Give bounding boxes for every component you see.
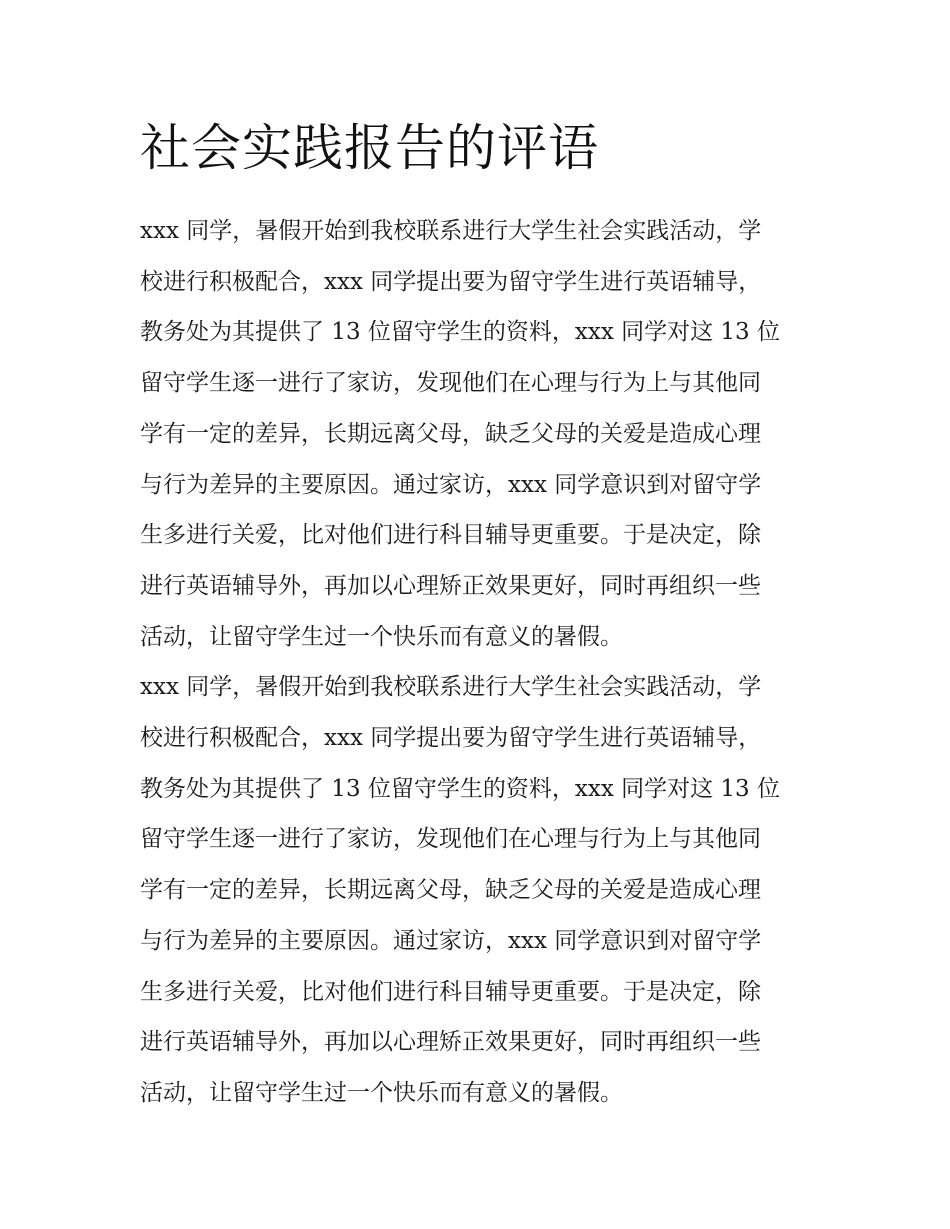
paragraph-line: 生多进行关爱，比对他们进行科目辅导更重要。于是决定，除 bbox=[140, 978, 761, 1005]
paragraph-line: xxx 同学，暑假开始到我校联系进行大学生社会实践活动，学 bbox=[140, 218, 762, 244]
paragraph-line: 生多进行关爱，比对他们进行科目辅导更重要。于是决定，除 bbox=[140, 522, 761, 549]
paragraph-line: 校进行积极配合，xxx 同学提出要为留守学生进行英语辅导， bbox=[140, 268, 762, 295]
paragraph-line: 留守学生逐一进行了家访，发现他们在心理与行为上与其他同 bbox=[140, 370, 761, 397]
document-title: 社会实践报告的评语 bbox=[140, 119, 599, 177]
paragraph-line: 校进行积极配合，xxx 同学提出要为留守学生进行英语辅导， bbox=[140, 725, 762, 752]
paragraph-line: 进行英语辅导外，再加以心理矫正效果更好，同时再组织一些 bbox=[140, 572, 761, 599]
paragraph-line: 活动，让留守学生过一个快乐而有意义的暑假。 bbox=[140, 623, 623, 650]
paragraph-1 bbox=[140, 206, 820, 662]
paragraph-line: 与行为差异的主要原因。通过家访，xxx 同学意识到对留守学 bbox=[140, 927, 762, 954]
document-page bbox=[140, 112, 820, 1119]
paragraph-line: 学有一定的差异，长期远离父母，缺乏父母的关爱是造成心理 bbox=[140, 420, 761, 447]
paragraph-line: 进行英语辅导外，再加以心理矫正效果更好，同时再组织一些 bbox=[140, 1029, 761, 1056]
paragraph-line: 活动，让留守学生过一个快乐而有意义的暑假。 bbox=[140, 1079, 623, 1106]
paragraph-2 bbox=[140, 662, 820, 1118]
paragraph-line: xxx 同学，暑假开始到我校联系进行大学生社会实践活动，学 bbox=[140, 674, 762, 701]
paragraph-line: 学有一定的差异，长期远离父母，缺乏父母的关爱是造成心理 bbox=[140, 877, 761, 904]
paragraph-line: 教务处为其提供了 13 位留守学生的资料，xxx 同学对这 13 位 bbox=[140, 775, 781, 802]
paragraph-line: 留守学生逐一进行了家访，发现他们在心理与行为上与其他同 bbox=[140, 826, 761, 853]
paragraph-line: 教务处为其提供了 13 位留守学生的资料，xxx 同学对这 13 位 bbox=[140, 319, 781, 346]
paragraph-line: 与行为差异的主要原因。通过家访，xxx 同学意识到对留守学 bbox=[140, 471, 762, 498]
